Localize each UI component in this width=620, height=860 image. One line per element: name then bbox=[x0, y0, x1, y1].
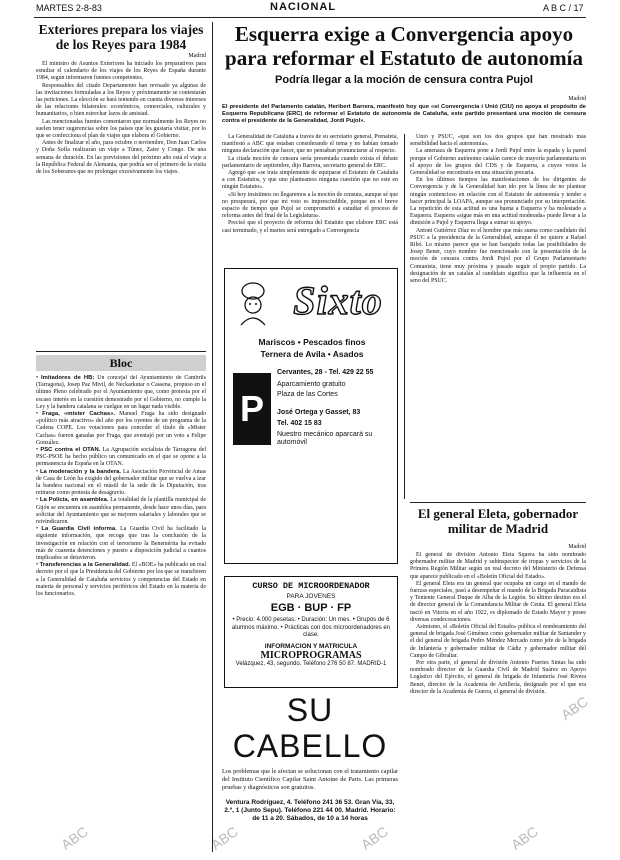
paragraph: Asimismo, el «Boletín Oficial del Estado» publica el nombramiento del general de brigada José Giménez como gobernador militar de Santander y el del general de brigada Pedro Méndez Mercado como jefe de la brigada de Infantería y gobernador militar de Cádiz y gobernador militar del Campo de Gibraltar. bbox=[410, 624, 586, 659]
paragraph: Agregó que «se trata simplemente de equiparar el Estatuto de Cataluña a con Estatutos, y que uno planteamos ninguna cuestión que no este en ningún Estatuto». bbox=[222, 170, 398, 191]
section-title: NACIONAL bbox=[270, 1, 337, 13]
paragraph: La citada moción de censura sería presentada cuando exista el debate parlamentario de septiembre, dijo Barrera, secretario general de ERC. bbox=[222, 155, 398, 169]
list-item: • La moderación y la bandera. La Asociación Provincial de Amas de Casa de León ha exigido del gobernador militar que se vuelva a izar la bandera nacional en el mástil de la sede de la Diputación, tras retirarse como protesta de desagravio. bbox=[36, 468, 206, 497]
list-item: • Transferencias a la Generalidad. El «BOE» ha publicado un real decreto por el que la Presidencia del Gobierno por los que se transfieren a la Generalidad de Cataluña servicios y competencias del Estado en materia de personal y servicios periféricos del Estado en la materia de los funcionarios. bbox=[36, 562, 206, 598]
main-article-lead: El presidente del Parlamento catalán, Heribert Barrera, manifestó hoy que «si Convergencia i Unió (CiU) no apoya el propósito de Esquerra Republicana (ERC) de reformar el Estatuto de autonomía de Cataluña, este partido presentará una moción de censura contra el presidente de la Generalidad, Jordi Pujol». bbox=[222, 104, 586, 125]
chef-illustration-icon bbox=[233, 281, 273, 327]
left-article-place: Madrid bbox=[188, 53, 206, 59]
column-divider bbox=[404, 134, 405, 499]
abc-watermark: ABC bbox=[58, 823, 91, 853]
main-article-title: Esquerra exige a Convergencia apoyo para reformar el Estatuto de autonomía bbox=[225, 22, 583, 70]
sixto-ad bbox=[224, 268, 398, 564]
cabello-ad bbox=[222, 692, 398, 852]
micro-address: Velázquez, 43, segundo. Teléfono 276 50 87. MADRID-1 bbox=[235, 660, 387, 667]
sixto-parking1b: Plaza de las Cortes bbox=[277, 391, 338, 398]
sixto-address1: Cervantes, 28 - Tel. 429 22 55 bbox=[277, 369, 374, 376]
abc-watermark: ABC bbox=[208, 823, 241, 853]
eleta-rule bbox=[410, 502, 586, 503]
list-item: • La Policía, en asamblea. La totalidad de la plantilla municipal de Gijón se encuentra en asamblea permanente, desde hace unos días, para solicitar del Ayuntamiento que se mejoren salariales y laborales que se reivindicaron. bbox=[36, 497, 206, 526]
bloc-list bbox=[36, 375, 206, 845]
paragraph: Responsables del citado Departamento han revisado ya algunas de las invitaciones formuladas a los Reyes y próximamente se contestarán las peticiones. La elección se hará teniendo en cuenta diversos intereses de las relaciones bilaterales: económicos, comerciales, culturales y humanitarios, o bien estrechar lazos de amistad. bbox=[36, 82, 206, 118]
paragraph: Unió y PSUC, «que son los dos grupos que han mostrado más sensibilidad hacia el autonomía». bbox=[410, 134, 586, 148]
paragraph: Antes de finalizar el año, para octubre o noviembre, Don Juan Carlos y Doña Sofía realizarán un viaje a Túnez, Zaire y Congo. De una semana de duración. En las previsiones del próximo año está el viaje a la República Federal de Alemania, que podría ser el primero de la visita de los Soberanos que no prolongar excesivamente los viajes. bbox=[36, 140, 206, 176]
sixto-line2: Ternera de Avila • Asados bbox=[260, 349, 364, 359]
sixto-phone2: Tel. 402 15 83 bbox=[277, 420, 322, 427]
micro-levels: EGB · BUP · FP bbox=[270, 602, 352, 614]
paragraph: El general Eleta era un general que ocupaba un cargo en el mando de fuerzas especiales, pasó a desempeñar el mando de la Brigada Paracaidista y Teniente General Duque de Alba de la Legión. Su último destino era el de director general de la Comandancia Militar de Ceuta. El general Eleta nació en Vitoria en el año 1922, es diplomado de Estado Mayor y posee diversas condecoraciones. bbox=[410, 580, 586, 623]
micro-company: MICROPROGRAMAS bbox=[260, 649, 362, 661]
sixto-brand: Sixto bbox=[293, 278, 383, 323]
paragraph: El ministro de Asuntos Exteriores ha iniciado los preparativos para estudiar el calendario de los viajes de los Reyes de España durante 1984, según informaron fuentes competentes. bbox=[36, 61, 206, 82]
left-article bbox=[36, 22, 206, 176]
micro-info: INFORMACION Y MATRICULA bbox=[264, 642, 358, 650]
eleta-title: El general Eleta, gobernador militar de Madrid bbox=[417, 506, 579, 536]
main-article-subtitle: Podría llegar a la moción de censura contra Pujol bbox=[275, 74, 533, 86]
parking-icon: P bbox=[233, 373, 271, 445]
cabello-title: SU CABELLO bbox=[232, 692, 388, 764]
cabello-address: Ventura Rodríguez, 4. Teléfono 241 36 53. Gran Vía, 33, 2.º, 1 (Junto Sepu). Teléfono 221 44 00. Madrid. Horario: de 11 a 20. Sábados, de 10 a 14 horas bbox=[224, 799, 396, 823]
list-item: • PSC contra el OTAN. La Agrupación socialista de Tarragona del PSC-PSOE ha hecho público un comunicado en el que se opone a la permanencia de España en la OTAN. bbox=[36, 447, 206, 468]
main-article-place: Madrid bbox=[568, 96, 586, 102]
paragraph: Antoni Gutiérrez Díaz es el hombre que más suena como candidato del PSUC a la presidencia de la Generalidad, aunque él no quiere a Rafael Ribó. Lo mismo parece que se han barajado todas las posibilidades de Josep Benet, cuyo nombre fue mencionado con la presentación de la moción de censura contra Jordi Pujol por el Grupo Parlamentario Comunista, tiene muy próxima y pasado seguir el propio partido. La designación de un catalán al candidato significa que la influencia en el seno del PSUC. bbox=[410, 227, 586, 285]
main-article-col1 bbox=[222, 134, 398, 262]
paragraph: En los últimos tiempos las manifestaciones de los dirigentes de Convergencia y de la Generalidad han ido por la línea de no plantear ningún contencioso en relación con el Estatuto de autonomía y tender a hacer principal la LOAPA, aunque sea pronunciado por su interpretación. La repetición de esta actitud es una buena a Esquerra y ha molestado a Esquerra. Esquerra «sigue más en una actitud moderada» puede llevar a la dimisión a Pujol y Esquerra llega a sumar su apoyo. bbox=[410, 177, 586, 227]
sixto-parking2: Nuestro mecánico aparcará su automóvil bbox=[277, 431, 373, 446]
abc-watermark: ABC bbox=[508, 823, 541, 853]
paragraph: La amenaza de Esquerra pone a Jordi Pujol entre la espada y la pared porque el Gobierno autónomo catalán carece de mayoría parlamentaria en el apoyo de los grupos del CDS y de Esquerra, a cuyos votos la Generalidad se encontraría en una situación precaria. bbox=[410, 148, 586, 177]
issue-date: MARTES 2-8-83 bbox=[36, 3, 102, 13]
micro-title: CURSO DE MICROORDENADOR bbox=[252, 581, 370, 591]
paragraph: Por otra parte, el general de división Antonio Fuertes Sintas ha sido nombrado director de la Guardia Civil de Madrid Suárez en Apoyo Logístico del Ejército, el general de brigada de Infantería José Rivera Benet, director de la Academia de Artillería, designado por el que era director de la Academia de Guerra, el general de división. bbox=[410, 660, 586, 695]
abc-watermark: ABC bbox=[358, 823, 391, 853]
micro-subtitle: PARA JOVENES bbox=[286, 593, 336, 600]
list-item: • La Guardia Civil informa. La Guardia Civil ha facilitado la siguiente información, que recoge que tras la conclusión de la investigación en relación con el terrorismo la Benemérita ha evitado más de cuarenta detenciones y puesto a disposición judicial a cuantos implicados se detuvieron. bbox=[36, 526, 206, 562]
abc-watermark: ABC bbox=[558, 693, 591, 723]
sixto-line1: Mariscos • Pescados finos bbox=[258, 337, 366, 347]
header-rule bbox=[34, 17, 586, 18]
micro-features: • Precio: 4.000 pesetas. • Duración: Un mes. • Grupos de 6 alumnos máximo. • Prácticas con dos microordenadores en clase. bbox=[231, 617, 391, 638]
paragraph: Precisó que el proyecto de reforma del Estatuto que elabore ERC está casi terminado, y el martes será entregado a Convergencia bbox=[222, 220, 398, 234]
paragraph: Las mencionadas fuentes comentaron que normalmente los Reyes no suelen tener sugerencias sobre los países que les gustaría visitar, por lo que se confecciona el plan de viajes que elabora el Gobierno. bbox=[36, 118, 206, 140]
page-number: A B C / 17 bbox=[543, 3, 584, 13]
column-divider bbox=[212, 22, 213, 852]
eleta-body bbox=[410, 552, 586, 850]
cabello-text: Los problemas que le afectan se solucionan con el tratamiento capilar del Instituto Científico Capilar Saint Antoine de Paris. Las primeras pruebas y diagnósticos son gratuitos. bbox=[222, 768, 398, 791]
sixto-parking1: Aparcamiento gratuito bbox=[277, 381, 346, 388]
paragraph: El general de división Antonio Eleta Squera ha sido nombrado gobernador militar de Madrid y subinspector de tropas y servicios de la Primera Región Militar según un real decreto del Ministerio de Defensa que aparece publicado en el «Boletín Oficial del Estado». bbox=[410, 552, 586, 580]
eleta-place: Madrid bbox=[568, 544, 586, 550]
paragraph: La Generalidad de Cataluña a través de su secretario general, Prenafeta, manifestó a ABC que estaban considerando el tema y no habían tomado ninguna declaración que hacer, que no pensaban pronunciarse al respecto. bbox=[222, 134, 398, 155]
sixto-address2: José Ortega y Gasset, 83 bbox=[277, 409, 361, 416]
list-item: • Imitadores de HB: Un concejal del Ayuntamiento de Cambrils (Tarragona), Josep Paz Mivil, de Neckarkutar o Cassena, propuso en el último Pleno celebrado por el Ayuntamiento que, como protesta por el escaso interés en la cuestión demostrado por el Gobierno, no cumple la Ley y la bandera catalana se cuelgue en un lugar nada visible. bbox=[36, 375, 206, 410]
bloc-title: Bloc bbox=[36, 355, 206, 371]
left-article-body bbox=[36, 61, 206, 176]
list-item: • Fraga, «mister Cachas». Manuel Fraga ha sido designado «político más atractivo» del año por los oyentes de un programa de la Cadena COPE. Los votaciones para conceder el título de «Mister Cachas» fueron ganadas por Fraga, que aventajó por un voto a Felipe González. bbox=[36, 411, 206, 446]
paragraph: «Si hoy insistimos no llegaremos a la moción de censura, aunque sé que no prosperará, por que mi voto es imprescindible, porque en el breve espacio de tiempo que Pujol se comprometió a estudiar el proceso de reforma antes del final de la Legislatura». bbox=[222, 191, 398, 220]
main-article-col2 bbox=[410, 134, 586, 498]
left-article-title: Exteriores prepara los viajes de los Reyes para 1984 bbox=[38, 22, 204, 52]
micro-ad bbox=[224, 576, 398, 688]
bloc-rule bbox=[36, 351, 206, 352]
